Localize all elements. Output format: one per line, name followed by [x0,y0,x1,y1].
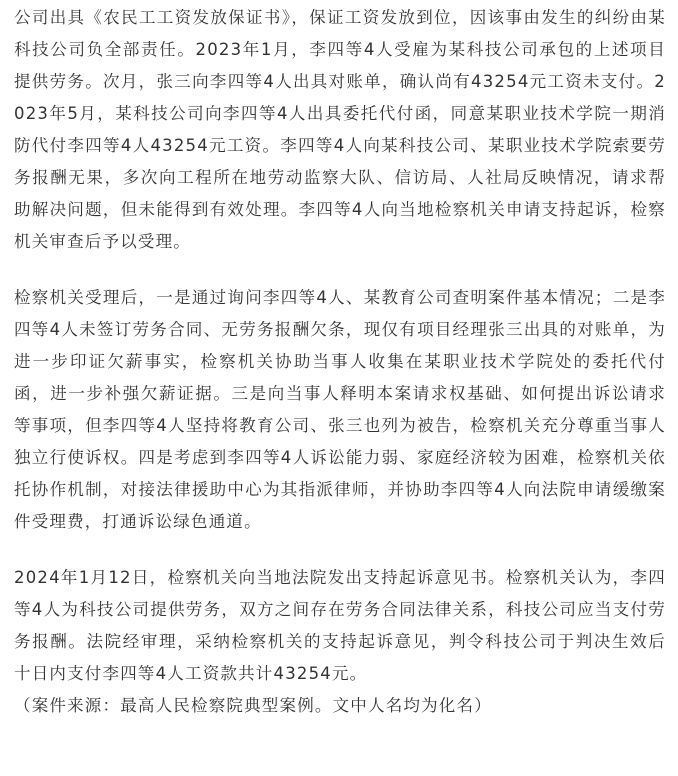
paragraph-procuratorate-actions: 检察机关受理后，一是通过询问李四等4人、某教育公司查明案件基本情况；二是李四等4人未签订劳务合同、无劳务报酬欠条，现仅有项目经理张三出具的对账单，为进一步印证欠薪事实，检察机关协助当事人收集在某职业技术学院处的委托代付函，进一步补强欠薪证据。三是向当事人释明本案请求权基础、如何提出诉讼请求等事项，但李四等4人坚持将教育公司、张三也列为被告，检察机关充分尊重当事人独立行使诉权。四是考虑到李四等4人诉讼能力弱、家庭经济较为困难，检察机关依托协作机制，对接法律援助中心为其指派律师，并协助李四等4人向法院申请缓缴案件受理费，打通诉讼绿色通道。 [14,288,666,531]
case-source-note: （案件来源：最高人民检察院典型案例。文中人名均为化名） [14,696,492,715]
paragraph-court-outcome: 2024年1月12日，检察机关向当地法院发出支持起诉意见书。检察机关认为，李四等4人为科技公司提供劳务，双方之间存在劳务合同法律关系，科技公司应当支付劳务报酬。法院经审理，采纳检察机关的支持起诉意见，判令科技公司于判决生效后十日内支付李四等4人工资款共计43254元。 [14,568,666,683]
paragraph-case-background: 公司出具《农民工工资发放保证书》，保证工资发放到位，因该事由发生的纠纷由某科技公司负全部责任。2023年1月，李四等4人受雇为某科技公司承包的上述项目提供劳务。次月，张三向李四等4人出具对账单，确认尚有43254元工资未支付。2023年5月，某科技公司向李四等4人出具委托代付函，同意某职业技术学院一期消防代付李四等4人43254元工资。李四等4人向某科技公司、某职业技术学院索要劳务报酬无果，多次向工程所在地劳动监察大队、信访局、人社局反映情况，请求帮助解决问题，但未能得到有效处理。李四等4人向当地检察机关申请支持起诉，检察机关审查后予以受理。 [14,8,666,251]
